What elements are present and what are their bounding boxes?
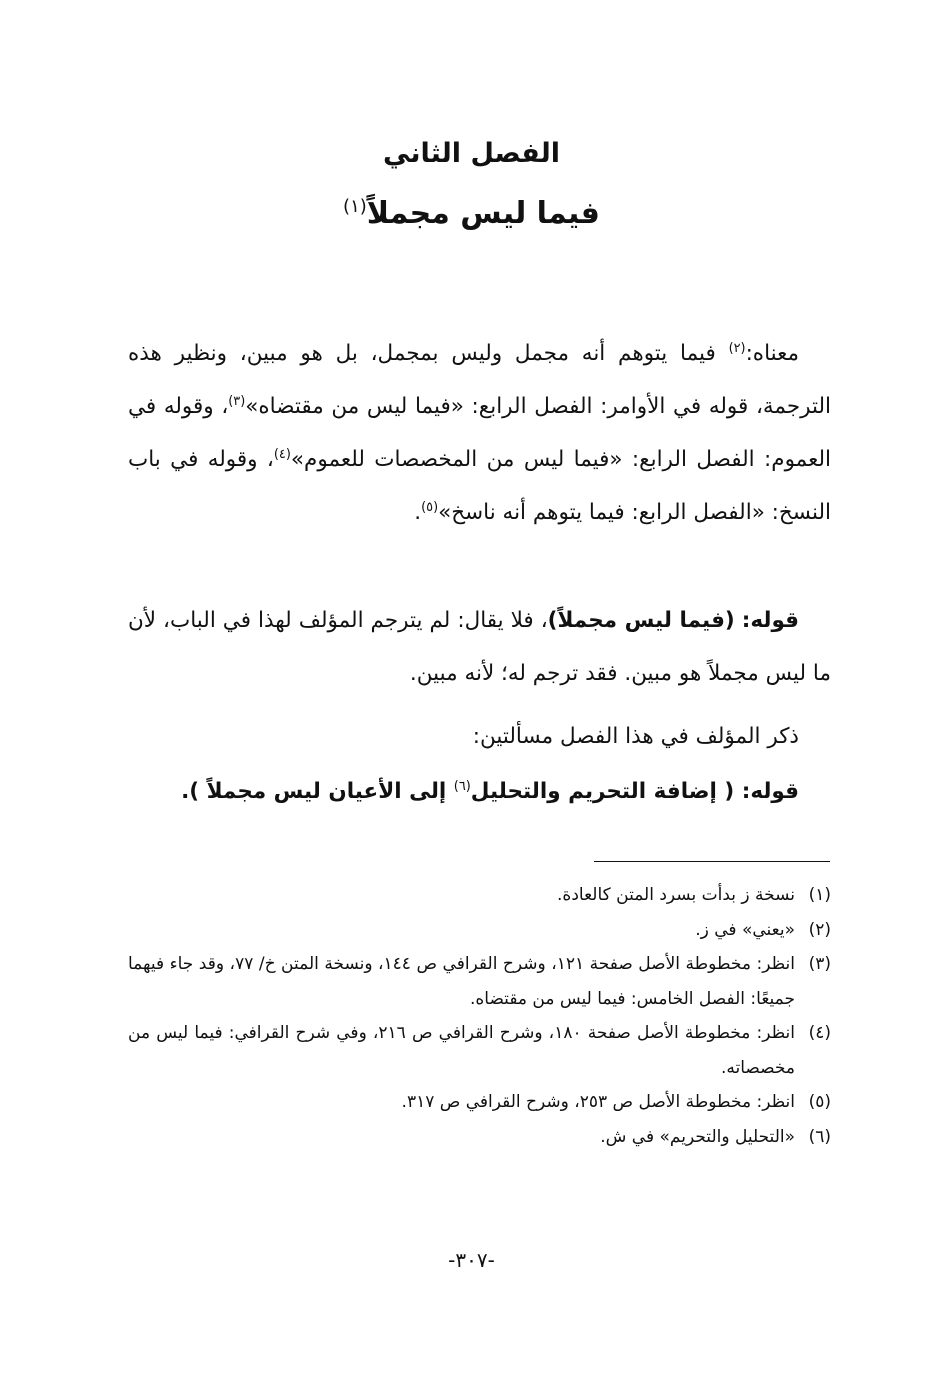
paragraph-text: ، فلا يقال: لم يترجم المؤلف لهذا في الباب، لأن ما ليس مجملاً هو مبين. فقد ترجم له؛ لأنه مبين.	[128, 608, 831, 686]
paragraph-commentary	[128, 594, 831, 700]
paragraph-text: قوله: ( إضافة التحريم والتحليل	[470, 779, 799, 804]
footnote-number: (٥)	[808, 1092, 831, 1112]
footnote-number: (٦)	[808, 1126, 831, 1147]
section-title-text: فيما ليس مجملاً	[366, 196, 600, 231]
footnote-item	[128, 878, 831, 913]
footnote-ref-1[interactable]: (١)	[343, 196, 367, 217]
footnote-ref-4[interactable]: (٤)	[273, 446, 291, 462]
footnote-item	[128, 1016, 831, 1085]
footnotes-list	[128, 878, 831, 1154]
page-number: -٣٠٧-	[448, 1248, 495, 1272]
paragraph-text: ، وقوله في باب النسخ: «الفصل الرابع: فيما يتوهم أنه ناسخ»	[128, 447, 831, 525]
paragraph-text: فيما يتوهم أنه مجمل وليس بمجمل، بل هو مبين، ونظير هذه الترجمة، قوله في الأوامر: الفصل الرابع: «فيما ليس من مقتضاه»	[128, 341, 832, 419]
footnote-text: انظر: مخطوطة الأصل ص ٢٥٣، وشرح القرافي ص ٣١٧.	[401, 1092, 795, 1112]
footnote-ref-6[interactable]: (٦)	[453, 778, 471, 794]
footnote-divider	[594, 861, 830, 862]
footnote-number: (٢)	[808, 919, 831, 940]
paragraph-lead: معناه:	[745, 341, 799, 366]
paragraph-text: ، وقوله في العموم: الفصل الرابع: «فيما ليس من المخصصات للعموم»	[128, 394, 831, 472]
paragraph-text: إلى الأعيان ليس مجملاً ).	[181, 779, 454, 804]
footnote-ref-3[interactable]: (٣)	[228, 393, 246, 409]
footnote-text: انظر: مخطوطة الأصل صفحة ١٢١، وشرح القرافي ص ١٤٤، ونسخة المتن خ/ ٧٧، وقد جاء فيهما جميعًا: الفصل الخامس: فيما ليس من مقتضاه.	[128, 954, 795, 1009]
footnote-text: نسخة ز بدأت بسرد المتن كالعادة.	[557, 885, 795, 905]
paragraph-lead: قوله:	[741, 608, 800, 633]
footnote-item	[128, 1085, 831, 1120]
footnote-text: «التحليل والتحريم» في ش.	[600, 1126, 795, 1147]
section-title	[0, 196, 943, 231]
footnote-number: (٤)	[808, 1023, 831, 1043]
footnote-item	[128, 1120, 831, 1155]
footnote-item	[128, 913, 831, 948]
footnote-number: (٣)	[808, 954, 831, 974]
paragraph-quote	[128, 765, 831, 818]
quoted-text: (فيما ليس مجملاً)	[547, 608, 735, 633]
footnote-number: (١)	[808, 885, 831, 905]
paragraph-text: .	[414, 500, 422, 525]
footnote-ref-5[interactable]: (٥)	[421, 499, 439, 515]
footnote-item	[128, 947, 831, 1016]
footnote-text: «يعني» في ز.	[695, 919, 795, 940]
chapter-title: الفصل الثاني	[383, 138, 560, 169]
paragraph-meaning	[128, 327, 831, 539]
footnote-text: انظر: مخطوطة الأصل صفحة ١٨٠، وشرح القرافي ص ٢١٦، وفي شرح القرافي: فيما ليس من مخصصاته.	[128, 1023, 796, 1078]
footnote-ref-2[interactable]: (٢)	[728, 340, 746, 356]
paragraph-intro: ذكر المؤلف في هذا الفصل مسألتين:	[472, 724, 799, 749]
